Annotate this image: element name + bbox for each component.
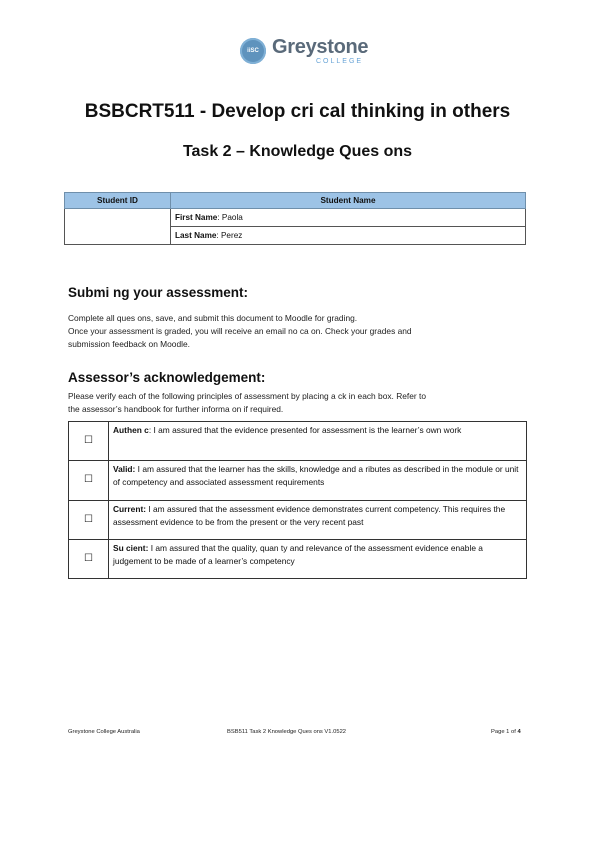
acknowledgement-intro-line-2: the assessor’s handbook for further informa on if required. <box>68 404 284 414</box>
logo-subtitle: COLLEGE <box>316 58 364 65</box>
submitting-line-1: Complete all ques ons, save, and submit this document to Moodle for grading. <box>68 313 358 323</box>
page-total: 4 <box>517 729 521 735</box>
acknowledgement-table <box>68 421 527 579</box>
student-name-header: Student Name <box>171 193 526 209</box>
student-details-table <box>64 192 526 245</box>
footer-organisation: Greystone College Australia <box>68 729 140 735</box>
logo-name: Greystone <box>272 36 369 58</box>
valid-label: Valid: <box>113 464 136 474</box>
ack-row-authentic <box>69 422 527 461</box>
student-id-header: Student ID <box>65 193 171 209</box>
college-logo <box>240 34 370 68</box>
first-name-label: First Name <box>175 213 218 222</box>
sufficient-description: I am assured that the quality, quan ty and relevance of the assessment evidence enable a judgement to be made of a learner’s competency <box>113 543 483 566</box>
submitting-heading: Submi ng your assessment: <box>68 285 249 300</box>
authentic-label: Authen c <box>113 425 149 435</box>
sufficient-text <box>109 540 527 579</box>
last-name-value: : Perez <box>216 231 243 240</box>
task-title: Task 2 – Knowledge Ques ons <box>182 143 413 160</box>
authentic-checkbox[interactable]: ☐ <box>69 422 109 461</box>
acknowledgement-intro <box>68 390 538 416</box>
footer-page-number <box>491 729 521 735</box>
valid-description: I am assured that the learner has the skills, knowledge and a ributes as described in the module or unit of competency and associated assessment requirements <box>113 464 519 487</box>
last-name-cell[interactable] <box>171 227 526 245</box>
authentic-text <box>109 422 527 461</box>
ack-row-sufficient <box>69 540 527 579</box>
page-prefix: Page 1 of <box>491 729 518 735</box>
sufficient-label: Su cient: <box>113 543 149 553</box>
authentic-description: : I am assured that the evidence presented for assessment is the learner’s own work <box>148 425 462 435</box>
current-checkbox[interactable]: ☐ <box>69 501 109 540</box>
current-text <box>109 501 527 540</box>
ack-row-current <box>69 501 527 540</box>
last-name-label: Last Name <box>175 231 217 240</box>
first-name-cell[interactable] <box>171 209 526 227</box>
document-title: BSBCRT511 - Develop cri cal thinking in others <box>84 101 511 122</box>
submitting-instructions <box>68 312 538 351</box>
current-description: I am assured that the assessment evidence demonstrates current competency. This requires the assessment evidence to be from the present or the very recent past <box>113 504 506 527</box>
valid-checkbox[interactable]: ☐ <box>69 461 109 501</box>
submitting-line-2: Once your assessment is graded, you will receive an email no ca on. Check your grades and <box>68 326 412 336</box>
ack-row-valid <box>69 461 527 501</box>
footer-document-code: BSB511 Task 2 Knowledge Ques ons V1.0522 <box>227 729 347 735</box>
first-name-value: : Paola <box>217 213 243 222</box>
acknowledgement-heading: Assessor’s acknowledgement: <box>68 370 266 385</box>
current-label: Current: <box>113 504 147 514</box>
sufficient-checkbox[interactable]: ☐ <box>69 540 109 579</box>
valid-text <box>109 461 527 501</box>
student-id-cell[interactable] <box>65 209 171 245</box>
logo-badge: iiSC <box>240 38 266 64</box>
submitting-line-3: submission feedback on Moodle. <box>68 339 190 349</box>
acknowledgement-intro-line-1: Please verify each of the following principles of assessment by placing a ck in each box. Refer to <box>68 391 426 401</box>
